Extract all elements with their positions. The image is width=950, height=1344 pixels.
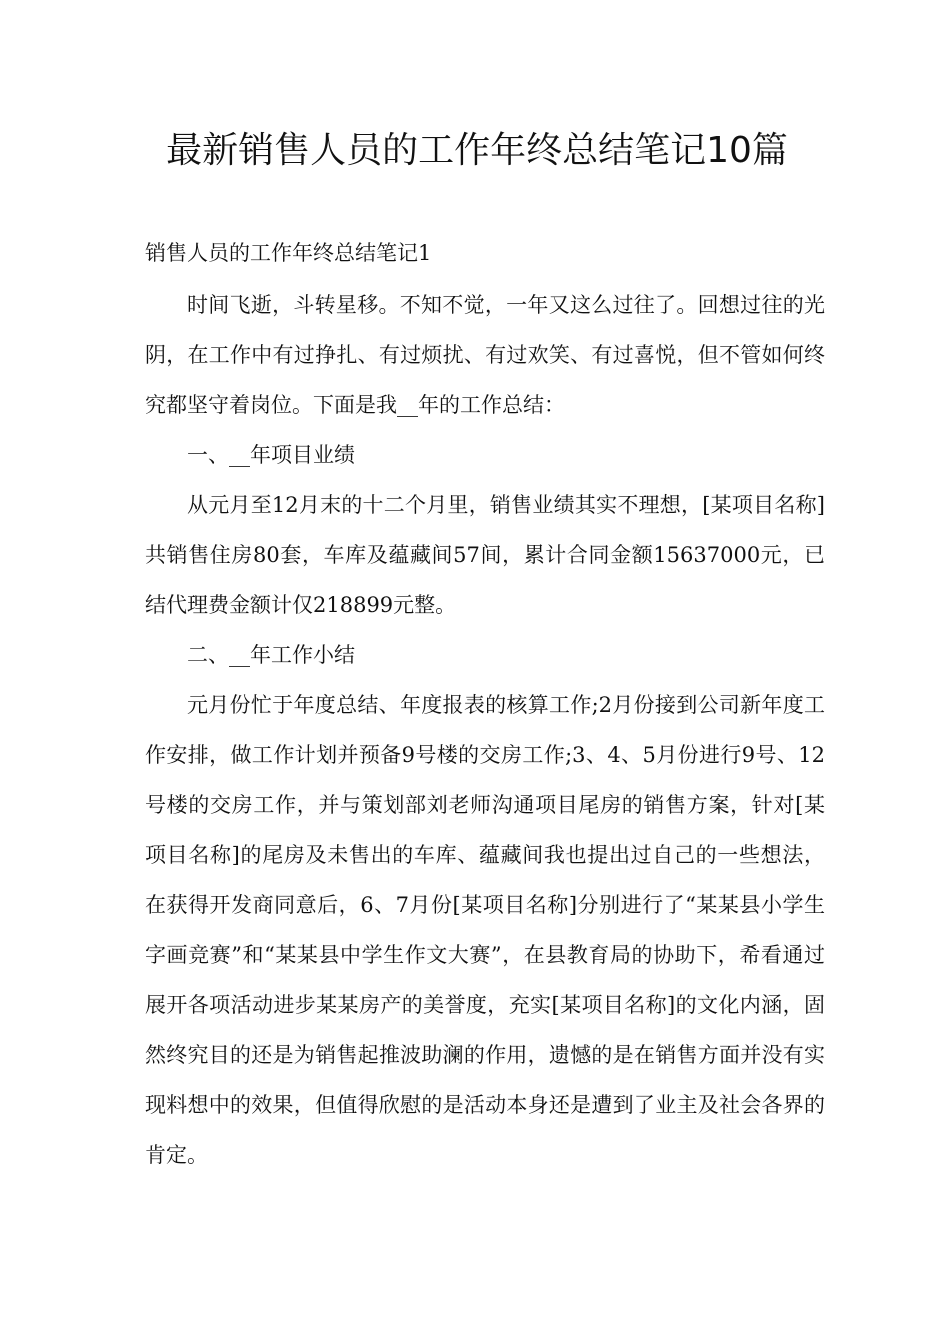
document-title: 最新销售人员的工作年终总结笔记10篇 — [166, 130, 788, 171]
document-body — [145, 232, 825, 1180]
section-subtitle: 销售人员的工作年终总结笔记1 — [145, 241, 432, 265]
section-heading-summary: 二、__年工作小结 — [187, 643, 355, 667]
section-heading-performance: 一、__年项目业绩 — [187, 443, 355, 467]
intro-paragraph: 时间飞逝，斗转星移。不知不觉，一年又这么过往了。回想过往的光阴，在工作中有过挣扎、有过烦扰、有过欢笑、有过喜悦，但不管如何终究都坚守着岗位。下面是我__年的工作总结： — [145, 293, 825, 417]
performance-paragraph: 从元月至12月末的十二个月里，销售业绩其实不理想，[某项目名称]共销售住房80套，车库及蕴藏间57间，累计合同金额15637000元，已结代理费金额计仅218899元整。 — [145, 493, 825, 617]
summary-paragraph: 元月份忙于年度总结、年度报表的核算工作;2月份接到公司新年度工作安排，做工作计划并预备9号楼的交房工作;3、4、5月份进行9号、12号楼的交房工作，并与策划部刘老师沟通项目尾房的销售方案，针对[某项目名称]的尾房及未售出的车库、蕴藏间我也提出过自己的一些想法，在获得开发商同意后，6、7月份[某项目名称]分别进行了“某某县小学生字画竞赛”和“某某县中学生作文大赛”，在县教育局的协助下，希看通过展开各项活动进步某某房产的美誉度，充实[某项目名称]的文化内涵，固然终究目的还是为销售起推波助澜的作用，遗憾的是在销售方面并没有实现料想中的效果，但值得欣慰的是活动本身还是遭到了业主及社会各界的肯定。 — [145, 693, 825, 1167]
